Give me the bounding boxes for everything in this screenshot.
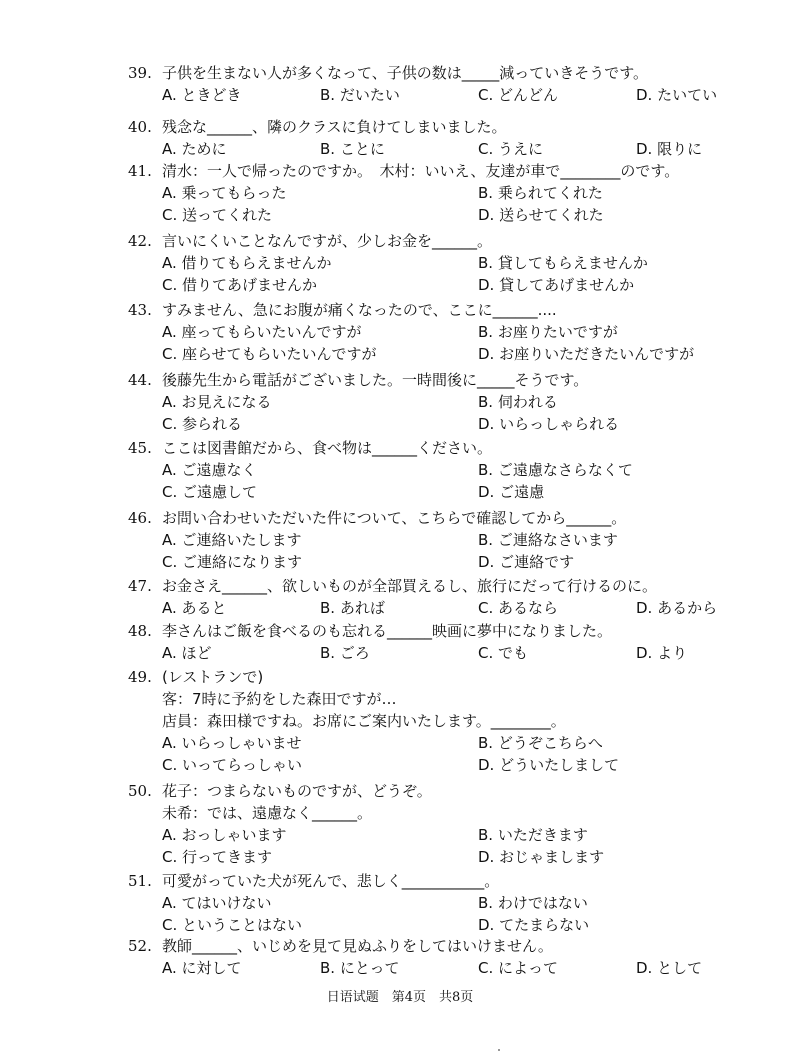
question-stem: 後藤先生から電話がございました。一時間後に_____そうです。 bbox=[162, 371, 589, 389]
answer-option-d: D. てたまらない bbox=[478, 916, 590, 934]
answer-option-b: B. あれば bbox=[320, 599, 385, 617]
question-stem-line bbox=[128, 437, 768, 459]
answer-option-c: C. 参られる bbox=[162, 415, 243, 433]
question-number: 43. bbox=[128, 301, 152, 319]
answer-option-b: B. だいたい bbox=[320, 86, 400, 104]
answer-option-a: A. 座ってもらいたいんですが bbox=[162, 323, 362, 341]
answer-option-c: C. でも bbox=[478, 644, 529, 662]
question-stem-line bbox=[128, 116, 768, 138]
answer-option-b: B. 伺われる bbox=[478, 393, 558, 411]
question-stem: お問い合わせいただいた件について、こちらで確認してから______。 bbox=[162, 509, 627, 527]
question-number: 49. bbox=[128, 668, 152, 686]
answer-option-c: C. うえに bbox=[478, 140, 544, 158]
question-stem-line bbox=[128, 369, 768, 391]
question-stem-line bbox=[128, 507, 768, 529]
question-number: 44. bbox=[128, 371, 152, 389]
options-row bbox=[128, 343, 768, 365]
question-number: 39. bbox=[128, 64, 152, 82]
answer-option-d: D. あるから bbox=[636, 599, 718, 617]
answer-option-b: B. どうぞこちらへ bbox=[478, 734, 603, 752]
answer-option-b: B. お座りたいですが bbox=[478, 323, 618, 341]
answer-option-a: A. いらっしゃいませ bbox=[162, 734, 302, 752]
answer-option-d: D. より bbox=[636, 644, 688, 662]
answer-option-b: B. ご遠慮なさらなくて bbox=[478, 461, 633, 479]
question-stem-line bbox=[128, 62, 768, 84]
answer-option-a: A. ご遠慮なく bbox=[162, 461, 257, 479]
answer-option-a: A. ときどき bbox=[162, 86, 242, 104]
answer-option-c: C. 行ってきます bbox=[162, 848, 273, 866]
question-stem-line bbox=[128, 870, 768, 892]
options-row bbox=[128, 391, 768, 413]
answer-option-c: C. 借りてあげませんか bbox=[162, 276, 318, 294]
question-49 bbox=[128, 666, 768, 776]
options-row bbox=[128, 459, 768, 481]
options-row bbox=[128, 84, 768, 106]
question-number: 42. bbox=[128, 232, 152, 250]
question-stem: 花子：つまらないものですが、どうぞ。 bbox=[162, 782, 432, 800]
answer-option-d: D. ご連絡です bbox=[478, 553, 575, 571]
question-number: 41. bbox=[128, 162, 152, 180]
question-stem-line bbox=[128, 575, 768, 597]
question-51 bbox=[128, 870, 768, 936]
answer-option-b: B. ご連絡なさいます bbox=[478, 531, 618, 549]
options-row bbox=[128, 321, 768, 343]
question-stem: お金さえ______、欲しいものが全部買えるし、旅行にだって行けるのに。 bbox=[162, 577, 658, 595]
page-footer: 日语试题 第4页 共8页 bbox=[326, 990, 474, 1005]
question-stem: 可愛がっていた犬が死んで、悲しく___________。 bbox=[162, 872, 500, 890]
answer-option-a: A. おっしゃいます bbox=[162, 826, 287, 844]
answer-option-a: A. てはいけない bbox=[162, 894, 272, 912]
question-stem-line bbox=[128, 780, 768, 802]
options-row bbox=[128, 824, 768, 846]
question-stem: 李さんはご飯を食べるのも忘れる______映画に夢中になりました。 bbox=[162, 622, 613, 640]
answer-option-d: D. 限りに bbox=[636, 140, 703, 158]
answer-option-b: B. 乗られてくれた bbox=[478, 184, 603, 202]
question-46 bbox=[128, 507, 768, 573]
question-number: 46. bbox=[128, 509, 152, 527]
options-row bbox=[128, 413, 768, 435]
question-39 bbox=[128, 62, 768, 106]
question-stem-line bbox=[128, 935, 768, 957]
answer-option-c: C. ということはない bbox=[162, 916, 303, 934]
options-row bbox=[128, 846, 768, 868]
dialogue-line: 客：7時に予約をした森田ですが… bbox=[162, 690, 397, 708]
question-stem: すみません、急にお腹が痛くなったので、ここに______.... bbox=[162, 301, 557, 319]
options-row bbox=[128, 642, 768, 664]
answer-option-d: D. お座りいただきたいんですが bbox=[478, 345, 695, 363]
answer-option-a: A. ために bbox=[162, 140, 227, 158]
question-50 bbox=[128, 780, 768, 868]
options-row bbox=[128, 597, 768, 619]
question-number: 47. bbox=[128, 577, 152, 595]
options-row bbox=[128, 529, 768, 551]
options-row bbox=[128, 481, 768, 503]
question-number: 45. bbox=[128, 439, 152, 457]
question-number: 40. bbox=[128, 118, 152, 136]
answer-option-d: D. おじゃまします bbox=[478, 848, 605, 866]
answer-option-b: B. ごろ bbox=[320, 644, 370, 662]
question-44 bbox=[128, 369, 768, 435]
question-41 bbox=[128, 160, 768, 226]
question-52 bbox=[128, 935, 768, 979]
question-stem: (レストランで) bbox=[162, 668, 264, 686]
options-row bbox=[128, 732, 768, 754]
scan-speck bbox=[498, 1049, 500, 1051]
answer-option-a: A. 借りてもらえませんか bbox=[162, 254, 332, 272]
question-47 bbox=[128, 575, 768, 619]
dialogue-line: 未希：では、遠慮なく______。 bbox=[162, 804, 373, 822]
answer-option-a: A. お見えになる bbox=[162, 393, 272, 411]
answer-option-c: C. どんどん bbox=[478, 86, 559, 104]
question-42 bbox=[128, 230, 768, 296]
answer-option-a: A. あると bbox=[162, 599, 227, 617]
question-43 bbox=[128, 299, 768, 365]
question-45 bbox=[128, 437, 768, 503]
question-stem: 言いにくいことなんですが、少しお金を______。 bbox=[162, 232, 493, 250]
question-stem: ここは図書館だから、食べ物は______ください。 bbox=[162, 439, 493, 457]
question-stem-line bbox=[128, 620, 768, 642]
options-row bbox=[128, 914, 768, 936]
answer-option-d: D. 送らせてくれた bbox=[478, 206, 604, 224]
options-row bbox=[128, 957, 768, 979]
question-48 bbox=[128, 620, 768, 664]
answer-option-d: D. として bbox=[636, 959, 703, 977]
answer-option-b: B. 貸してもらえませんか bbox=[478, 254, 648, 272]
answer-option-c: C. 送ってくれた bbox=[162, 206, 273, 224]
answer-option-b: B. いただきます bbox=[478, 826, 588, 844]
question-40 bbox=[128, 116, 768, 160]
answer-option-b: B. わけではない bbox=[478, 894, 588, 912]
answer-option-d: D. ご遠慮 bbox=[478, 483, 545, 501]
answer-option-a: A. ほど bbox=[162, 644, 212, 662]
answer-option-a: A. ご連絡いたします bbox=[162, 531, 302, 549]
question-stem: 清水：一人で帰ったのですか。 木村：いいえ、友達が車で________のです。 bbox=[162, 162, 680, 180]
answer-option-c: C. 座らせてもらいたいんですが bbox=[162, 345, 377, 363]
answer-option-b: B. ことに bbox=[320, 140, 385, 158]
question-number: 50. bbox=[128, 782, 152, 800]
answer-option-c: C. ご連絡になります bbox=[162, 553, 303, 571]
question-stem-line bbox=[128, 299, 768, 321]
answer-option-d: D. 貸してあげませんか bbox=[478, 276, 635, 294]
answer-option-c: C. あるなら bbox=[478, 599, 559, 617]
answer-option-c: C. いってらっしゃい bbox=[162, 756, 303, 774]
answer-option-c: C. によって bbox=[478, 959, 559, 977]
options-row bbox=[128, 182, 768, 204]
options-row bbox=[128, 274, 768, 296]
answer-option-a: A. 乗ってもらった bbox=[162, 184, 287, 202]
question-stem-line bbox=[128, 230, 768, 252]
question-number: 52. bbox=[128, 937, 152, 955]
dialogue-line: 店員：森田様ですね。お席にご案内いたします。________。 bbox=[162, 712, 566, 730]
answer-option-b: B. にとって bbox=[320, 959, 400, 977]
question-stem: 残念な______、隣のクラスに負けてしまいました。 bbox=[162, 118, 507, 136]
question-stem-line bbox=[128, 666, 768, 688]
answer-option-d: D. どういたしまして bbox=[478, 756, 620, 774]
answer-option-d: D. いらっしゃられる bbox=[478, 415, 620, 433]
answer-option-d: D. たいてい bbox=[636, 86, 718, 104]
options-row bbox=[128, 754, 768, 776]
question-number: 48. bbox=[128, 622, 152, 640]
options-row bbox=[128, 204, 768, 226]
question-number: 51. bbox=[128, 872, 152, 890]
options-row bbox=[128, 138, 768, 160]
question-stem: 教師______、いじめを見て見ぬふりをしてはいけません。 bbox=[162, 937, 553, 955]
answer-option-a: A. に対して bbox=[162, 959, 242, 977]
question-stem-line bbox=[128, 160, 768, 182]
options-row bbox=[128, 892, 768, 914]
options-row bbox=[128, 252, 768, 274]
options-row bbox=[128, 551, 768, 573]
question-stem: 子供を生まない人が多くなって、子供の数は_____減っていきそうです。 bbox=[162, 64, 649, 82]
answer-option-c: C. ご遠慮して bbox=[162, 483, 258, 501]
